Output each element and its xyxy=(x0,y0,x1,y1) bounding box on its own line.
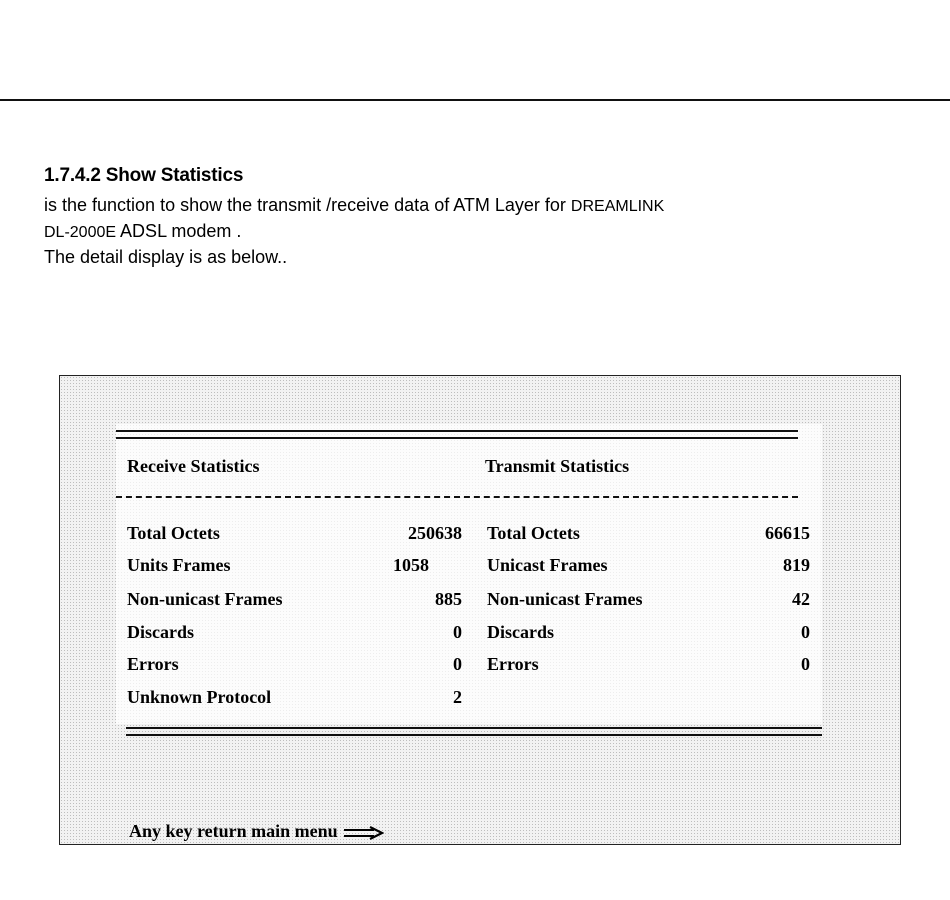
receive-label: Total Octets xyxy=(127,523,220,543)
paragraph-line2-b: ADSL modem . xyxy=(116,221,242,241)
receive-label: Non-unicast Frames xyxy=(127,589,283,609)
receive-value: 2 xyxy=(453,687,462,707)
bottom-double-rule xyxy=(126,727,822,736)
receive-value: 885 xyxy=(435,589,462,609)
section-heading: 1.7.4.2 Show Statistics xyxy=(44,165,244,186)
transmit-value: 42 xyxy=(792,589,810,609)
transmit-label: Total Octets xyxy=(487,523,580,543)
receive-label: Discards xyxy=(127,622,194,642)
paragraph-line2-a: DL-2000E xyxy=(44,224,117,241)
transmit-label: Unicast Frames xyxy=(487,555,608,575)
transmit-label: Discards xyxy=(487,622,554,642)
return-menu-prompt xyxy=(129,821,384,842)
top-rule xyxy=(0,99,950,101)
paragraph-line3: The detail display is as below.. xyxy=(44,247,288,267)
transmit-statistics-header: Transmit Statistics xyxy=(485,456,630,476)
receive-label: Errors xyxy=(127,654,179,674)
right-arrow-icon xyxy=(344,826,384,840)
receive-value: 1058 xyxy=(393,555,429,575)
terminal-screenshot xyxy=(59,375,901,845)
receive-value: 0 xyxy=(453,622,462,642)
paragraph-line1-b: DREAMLINK xyxy=(570,198,665,215)
receive-value: 0 xyxy=(453,654,462,674)
top-double-rule xyxy=(116,430,798,439)
transmit-label: Errors xyxy=(487,654,539,674)
description-paragraph xyxy=(44,193,924,269)
transmit-value: 0 xyxy=(801,622,810,642)
transmit-value: 819 xyxy=(783,555,810,575)
receive-label: Unknown Protocol xyxy=(127,687,272,707)
receive-label: Units Frames xyxy=(127,555,231,575)
transmit-value: 0 xyxy=(801,654,810,674)
receive-value: 250638 xyxy=(408,523,462,543)
transmit-value: 66615 xyxy=(765,523,810,543)
dashed-divider xyxy=(116,496,798,498)
paragraph-line1-a: is the function to show the transmit /receive data of ATM Layer for xyxy=(44,195,571,215)
receive-statistics-header: Receive Statistics xyxy=(127,456,260,476)
return-menu-prompt-text: Any key return main menu xyxy=(129,821,338,841)
transmit-label: Non-unicast Frames xyxy=(487,589,643,609)
